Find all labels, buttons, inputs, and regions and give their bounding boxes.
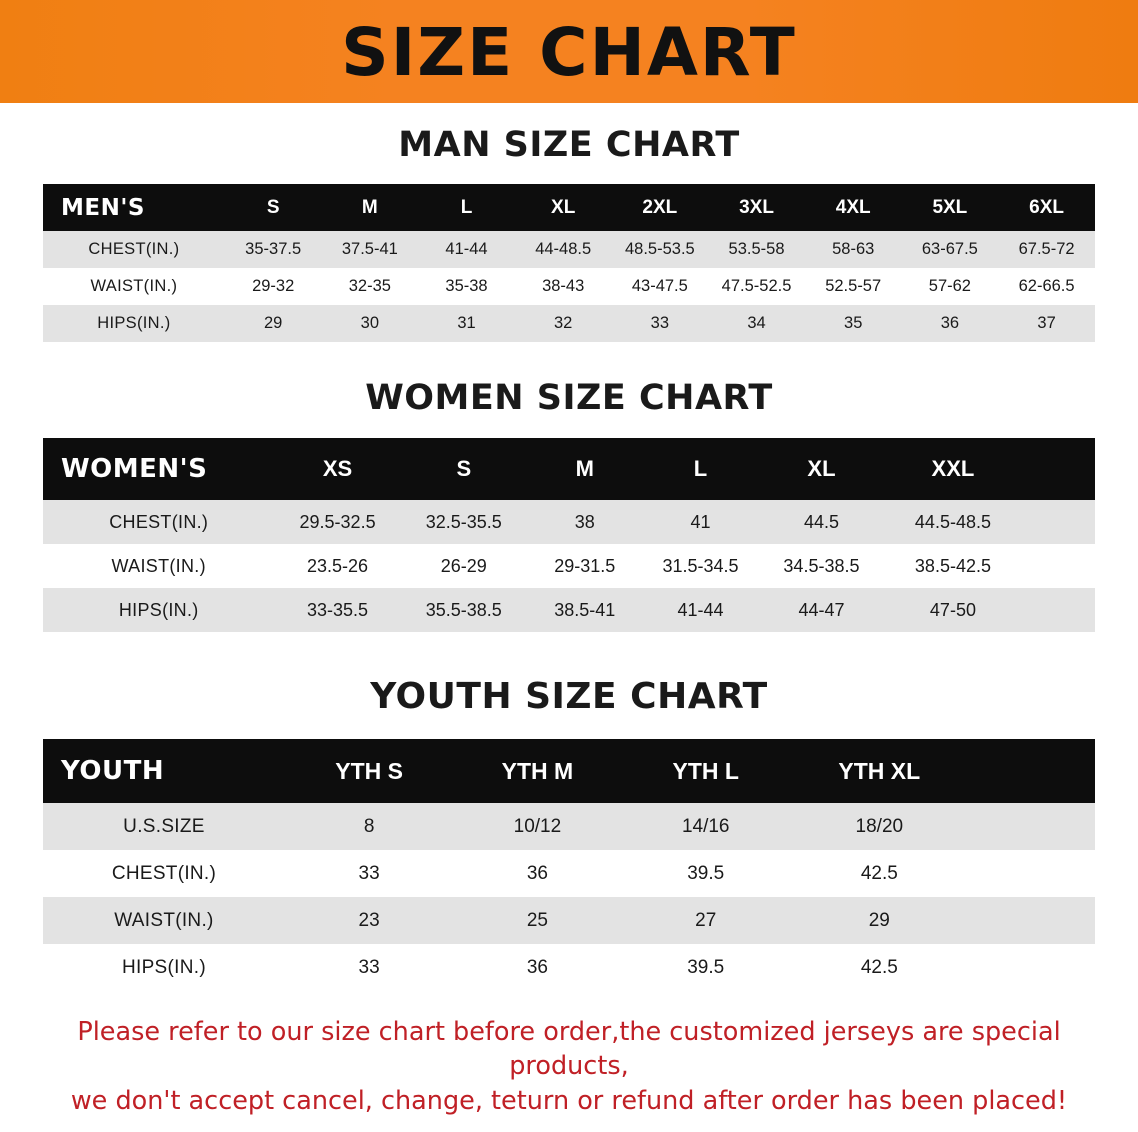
youth-us-size-m: 10/12: [513, 815, 562, 837]
man-waist-4xl: 52.5-57: [825, 277, 882, 295]
man-hips-s: 29: [263, 314, 283, 332]
youth-waist-l: 27: [695, 909, 717, 931]
women-section-title: WOMEN SIZE CHART: [365, 378, 773, 418]
women-waist-xs: 23.5-26: [307, 555, 369, 576]
table-row: [43, 588, 1095, 632]
man-size-2xl: 2XL: [642, 196, 678, 218]
table-row: [43, 803, 1095, 850]
man-waist-xl: 38-43: [542, 277, 585, 295]
youth-hips-l: 39.5: [687, 956, 725, 978]
man-waist-s: 29-32: [252, 277, 295, 295]
man-header-row: [43, 184, 1095, 231]
man-waist-m: 32-35: [348, 277, 391, 295]
youth-size-xl: YTH XL: [838, 757, 921, 784]
youth-row-label-chest: CHEST(IN.): [111, 862, 217, 884]
man-waist-5xl: 57-62: [928, 277, 971, 295]
man-chest-m: 37.5-41: [341, 240, 398, 258]
man-waist-l: 35-38: [445, 277, 488, 295]
man-chest-l: 41-44: [445, 240, 488, 258]
youth-chest-l: 39.5: [687, 862, 725, 884]
women-size-xxl: XXL: [931, 456, 975, 481]
man-size-5xl: 5XL: [932, 196, 968, 218]
man-hips-2xl: 33: [650, 314, 670, 332]
man-chest-3xl: 53.5-58: [728, 240, 785, 258]
youth-chest-xl: 42.5: [860, 862, 898, 884]
man-hips-3xl: 34: [747, 314, 766, 332]
man-size-s: S: [266, 196, 280, 218]
man-size-4xl: 4XL: [835, 196, 871, 218]
man-size-xl: XL: [551, 196, 576, 218]
youth-row-label-waist: WAIST(IN.): [114, 909, 214, 931]
table-row: [43, 500, 1095, 544]
man-waist-3xl: 47.5-52.5: [721, 277, 792, 295]
youth-size-table-wrap: [43, 739, 1095, 991]
women-size-m: M: [575, 456, 594, 481]
man-hips-l: 31: [457, 314, 476, 332]
man-size-l: L: [460, 196, 473, 218]
table-row: [43, 231, 1095, 268]
youth-us-size-s: 8: [363, 815, 375, 837]
man-chest-6xl: 67.5-72: [1018, 240, 1075, 258]
women-hips-xxl: 47-50: [929, 599, 976, 620]
man-size-m: M: [361, 196, 378, 218]
youth-us-size-xl: 18/20: [855, 815, 904, 837]
women-size-table: [43, 438, 1095, 632]
policy-note-line-2: we don't accept cancel, change, teturn or refund after order has been placed!: [70, 1085, 1068, 1116]
man-chest-xl: 44-48.5: [535, 240, 592, 258]
man-chest-5xl: 63-67.5: [921, 240, 978, 258]
man-hips-m: 30: [360, 314, 380, 332]
man-row-label-chest: CHEST(IN.): [88, 240, 180, 258]
women-size-xl: XL: [807, 456, 836, 481]
women-chest-xs: 29.5-32.5: [299, 511, 376, 532]
women-chest-xl: 44.5: [803, 511, 839, 532]
page-title: SIZE CHART: [341, 13, 797, 91]
man-hips-5xl: 36: [940, 314, 960, 332]
women-size-l: L: [693, 456, 708, 481]
women-size-table-wrap: [43, 438, 1095, 632]
youth-us-size-l: 14/16: [681, 815, 730, 837]
women-spacer-cell: [1021, 544, 1095, 588]
man-waist-2xl: 43-47.5: [631, 277, 688, 295]
youth-header-label: YOUTH: [61, 756, 165, 786]
youth-hips-m: 36: [526, 956, 548, 978]
page-banner: [0, 0, 1138, 103]
man-row-label-waist: WAIST(IN.): [90, 277, 178, 295]
youth-spacer-cell: [969, 897, 1095, 944]
women-chest-l: 41: [690, 511, 711, 532]
man-size-6xl: 6XL: [1029, 196, 1065, 218]
women-hips-xl: 44-47: [798, 599, 845, 620]
women-hips-xs: 33-35.5: [307, 599, 369, 620]
youth-waist-m: 25: [526, 909, 548, 931]
man-hips-6xl: 37: [1037, 314, 1056, 332]
youth-spacer-col: [969, 739, 1095, 803]
man-section-title: MAN SIZE CHART: [398, 125, 740, 165]
youth-header-row: [43, 739, 1095, 803]
table-row: [43, 268, 1095, 305]
man-hips-4xl: 35: [844, 314, 863, 332]
youth-size-m: YTH M: [501, 757, 574, 784]
women-header-row: [43, 438, 1095, 500]
man-waist-6xl: 62-66.5: [1018, 277, 1075, 295]
women-hips-l: 41-44: [677, 599, 724, 620]
youth-size-table: [43, 739, 1095, 991]
women-waist-l: 31.5-34.5: [662, 555, 739, 576]
women-spacer-col: [1021, 438, 1095, 500]
women-waist-s: 26-29: [440, 555, 487, 576]
man-chest-2xl: 48.5-53.5: [624, 240, 695, 258]
women-spacer-cell: [1021, 500, 1095, 544]
youth-spacer-cell: [969, 944, 1095, 991]
women-row-label-chest: CHEST(IN.): [109, 511, 209, 532]
youth-section-title: YOUTH SIZE CHART: [370, 676, 768, 717]
youth-row-label-us-size: U.S.SIZE: [123, 815, 205, 837]
youth-row-label-hips: HIPS(IN.): [121, 956, 206, 978]
youth-waist-xl: 29: [868, 909, 890, 931]
man-size-3xl: 3XL: [739, 196, 774, 218]
women-waist-xl: 34.5-38.5: [783, 555, 860, 576]
youth-waist-s: 23: [358, 909, 380, 931]
women-size-s: S: [456, 456, 472, 481]
policy-note: [39, 1015, 1099, 1118]
man-row-label-hips: HIPS(IN.): [97, 314, 171, 332]
man-size-table-wrap: [43, 184, 1095, 342]
table-row: [43, 544, 1095, 588]
youth-spacer-cell: [969, 803, 1095, 850]
youth-size-s: YTH S: [335, 757, 403, 784]
man-hips-xl: 32: [554, 314, 573, 332]
youth-spacer-cell: [969, 850, 1095, 897]
women-row-label-hips: HIPS(IN.): [118, 599, 199, 620]
women-chest-s: 32.5-35.5: [425, 511, 502, 532]
youth-chest-s: 33: [358, 862, 380, 884]
women-waist-m: 29-31.5: [554, 555, 616, 576]
man-chest-4xl: 58-63: [832, 240, 875, 258]
table-row: [43, 850, 1095, 897]
youth-hips-xl: 42.5: [860, 956, 898, 978]
women-row-label-waist: WAIST(IN.): [111, 555, 206, 576]
policy-note-line-1: Please refer to our size chart before order,the customized jerseys are special products,: [77, 1017, 1061, 1082]
youth-chest-m: 36: [526, 862, 548, 884]
women-hips-m: 38.5-41: [554, 599, 616, 620]
women-chest-m: 38: [574, 511, 595, 532]
youth-size-l: YTH L: [672, 757, 739, 784]
women-size-xs: XS: [322, 456, 353, 481]
women-waist-xxl: 38.5-42.5: [914, 555, 991, 576]
man-chest-s: 35-37.5: [245, 240, 302, 258]
man-header-label: MEN'S: [61, 194, 145, 221]
women-header-label: WOMEN'S: [61, 454, 208, 484]
youth-hips-s: 33: [358, 956, 380, 978]
table-row: [43, 944, 1095, 991]
women-hips-s: 35.5-38.5: [425, 599, 502, 620]
table-row: [43, 305, 1095, 342]
table-row: [43, 897, 1095, 944]
women-chest-xxl: 44.5-48.5: [914, 511, 991, 532]
women-spacer-cell: [1021, 588, 1095, 632]
man-size-table: [43, 184, 1095, 342]
